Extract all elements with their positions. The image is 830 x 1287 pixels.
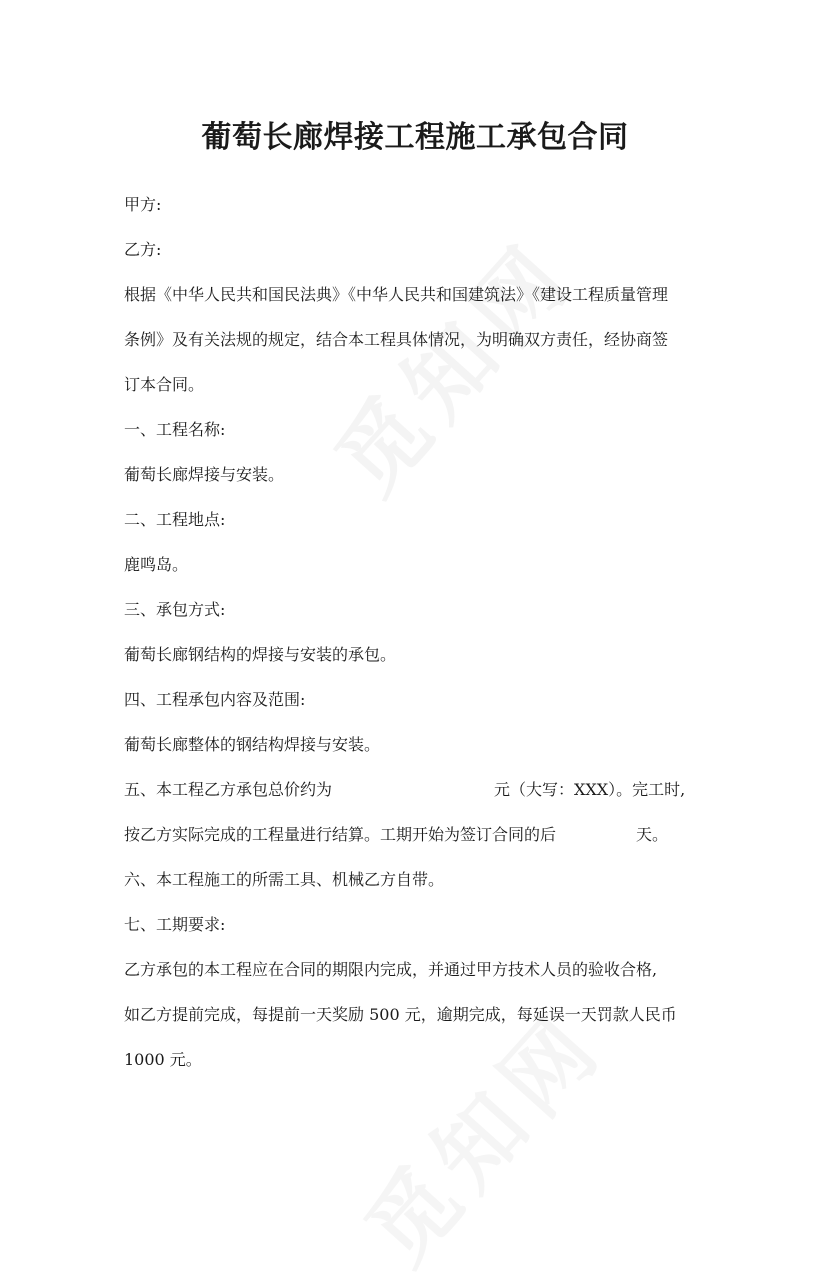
document-body bbox=[124, 190, 704, 1090]
intro-line-3: 订本合同。 bbox=[124, 375, 205, 394]
section-3-heading: 三、承包方式: bbox=[124, 600, 226, 619]
section-1-heading: 一、工程名称: bbox=[124, 420, 226, 439]
section-6: 六、本工程施工的所需工具、机械乙方自带。 bbox=[124, 870, 445, 889]
section-7-heading: 七、工期要求: bbox=[124, 915, 226, 934]
section-5-days-unit: 天。 bbox=[636, 825, 669, 844]
section-5-schedule-text: 按乙方实际完成的工程量进行结算。工期开始为签订合同的后 bbox=[124, 825, 557, 844]
intro-line-1: 根据《中华人民共和国民法典》《中华人民共和国建筑法》《建设工程质量管理 bbox=[124, 285, 669, 304]
section-7-body-line-3: 1000 元。 bbox=[124, 1050, 202, 1069]
section-7-body-line-2: 如乙方提前完成，每提前一天奖励 500 元，逾期完成，每延误一天罚款人民币 bbox=[124, 1005, 677, 1024]
party-a-label: 甲方: bbox=[124, 195, 162, 214]
section-5-line-2 bbox=[124, 820, 704, 850]
section-4-body: 葡萄长廊整体的钢结构焊接与安装。 bbox=[124, 735, 381, 754]
section-5-price-unit: 元（大写：XXX）。完工时, bbox=[494, 780, 686, 799]
section-7-body-line-1: 乙方承包的本工程应在合同的期限内完成，并通过甲方技术人员的验收合格, bbox=[124, 960, 658, 979]
section-4-heading: 四、工程承包内容及范围: bbox=[124, 690, 306, 709]
section-2-body: 鹿鸣岛。 bbox=[124, 555, 189, 574]
section-1-body: 葡萄长廊焊接与安装。 bbox=[124, 465, 285, 484]
section-2-heading: 二、工程地点: bbox=[124, 510, 226, 529]
section-5-line-1 bbox=[124, 775, 704, 805]
document-title: 葡萄长廊焊接工程施工承包合同 bbox=[201, 120, 629, 155]
section-3-body: 葡萄长廊钢结构的焊接与安装的承包。 bbox=[124, 645, 397, 664]
section-5-price-label: 五、本工程乙方承包总价约为 bbox=[124, 780, 333, 799]
intro-line-2: 条例》及有关法规的规定，结合本工程具体情况，为明确双方责任，经协商签 bbox=[124, 330, 669, 349]
party-b-label: 乙方: bbox=[124, 240, 162, 259]
